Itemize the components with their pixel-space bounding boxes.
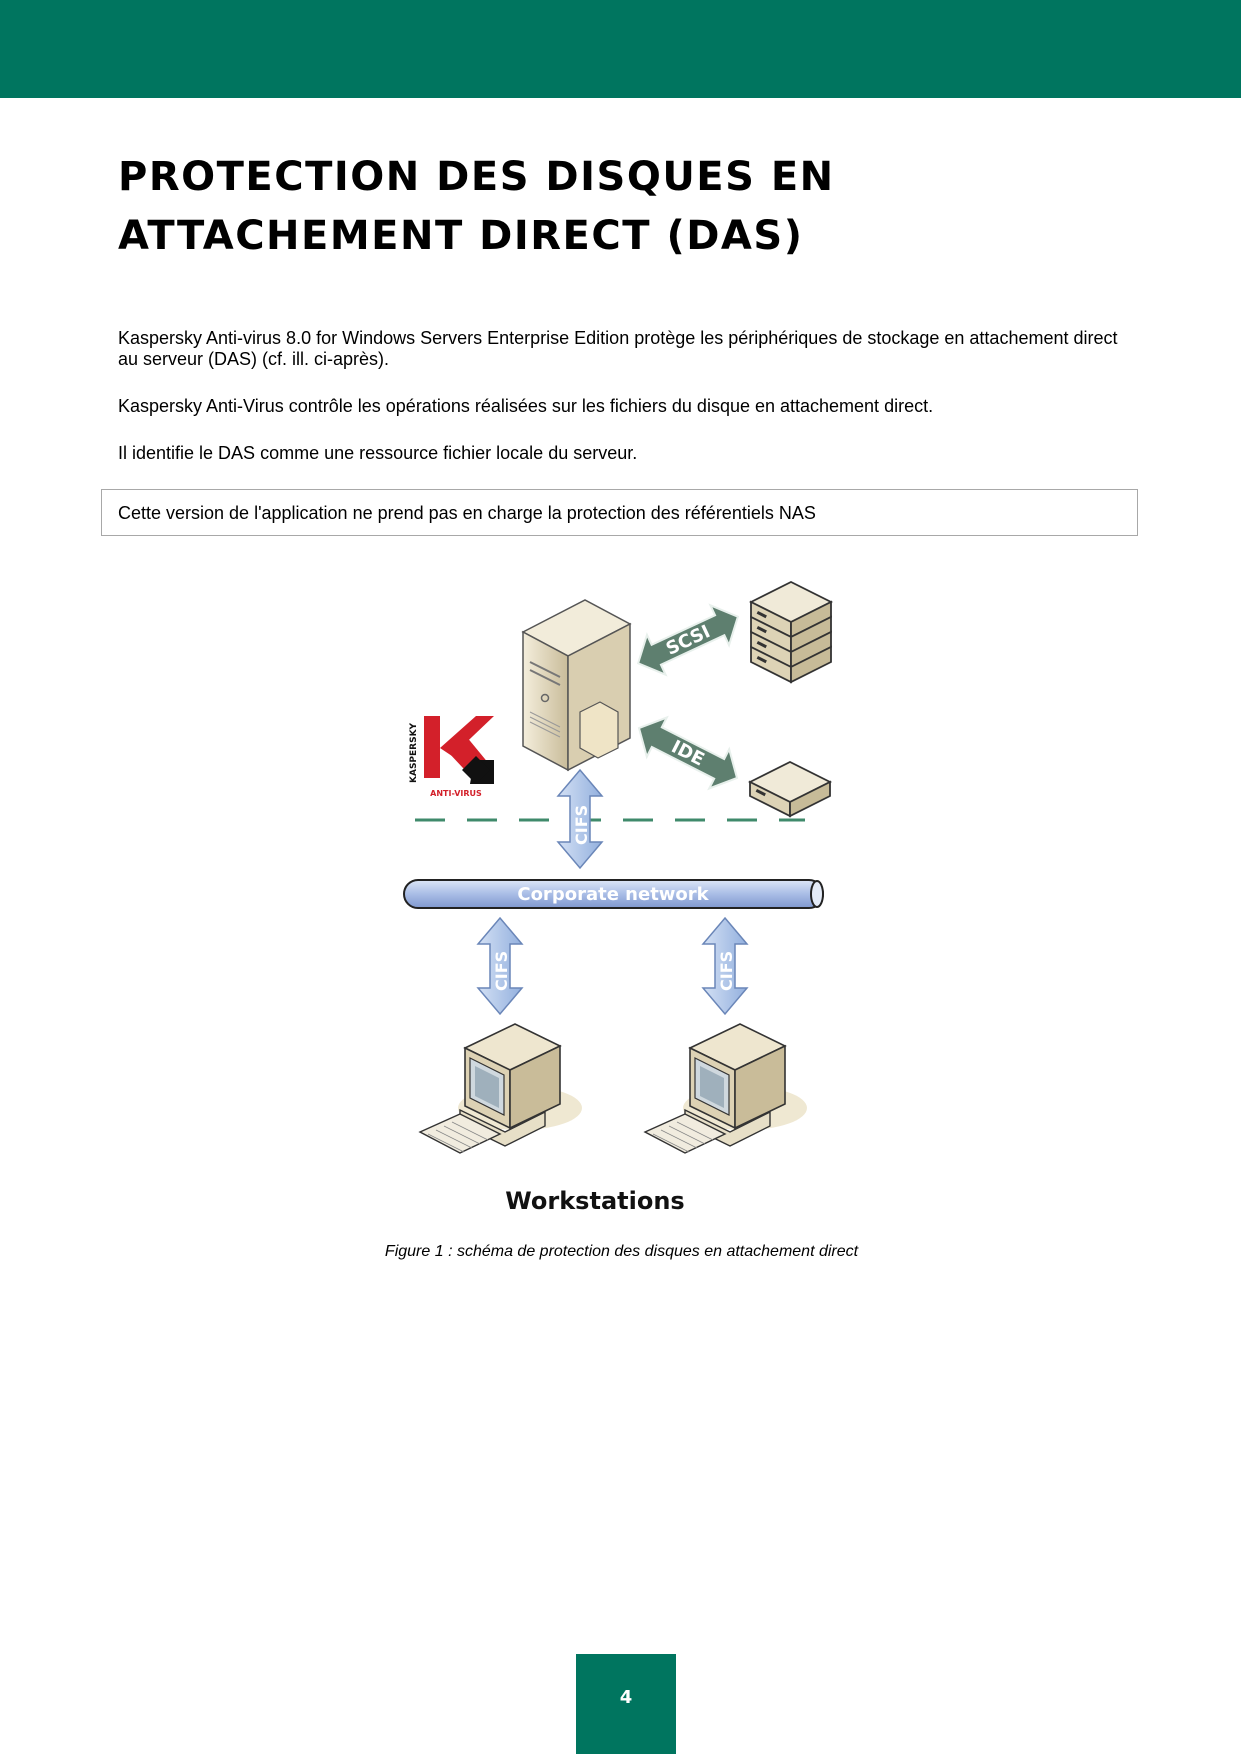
note-box bbox=[101, 489, 1138, 536]
paragraph-identify: Il identifie le DAS comme une ressource fichier locale du serveur. bbox=[118, 443, 638, 463]
ide-label: IDE bbox=[667, 736, 708, 771]
note-text: Cette version de l'application ne prend pas en charge la protection des référentiels NAS bbox=[118, 503, 816, 523]
storage-array-icon bbox=[751, 582, 831, 682]
page-title bbox=[118, 148, 835, 266]
header-band bbox=[0, 0, 1241, 98]
scsi-label: SCSI bbox=[662, 621, 714, 660]
ide-disk-icon bbox=[750, 762, 830, 816]
workstation-icon-left bbox=[420, 1024, 582, 1153]
workstations-label: Workstations bbox=[505, 1187, 685, 1215]
kaspersky-logo bbox=[409, 716, 494, 798]
scsi-link-arrow bbox=[629, 597, 747, 683]
corporate-network-pipe bbox=[404, 880, 823, 908]
cifs-label-server: CIFS bbox=[572, 804, 591, 845]
logo-brand-text: KASPERSKY bbox=[409, 722, 419, 783]
figure-caption bbox=[0, 1242, 1241, 1262]
cifs-arrow-right bbox=[703, 918, 747, 1014]
cifs-label-left: CIFS bbox=[492, 950, 511, 991]
paragraph-intro: Kaspersky Anti-virus 8.0 for Windows Servers Enterprise Edition protège les périphériques de stockage en attachement direct au serveur (DAS) (cf. ill. ci-après). bbox=[118, 328, 1118, 369]
figure-caption-text: Figure 1 : schéma de protection des disques en attachement direct bbox=[384, 1243, 859, 1260]
page-number: 4 bbox=[576, 1654, 676, 1754]
logo-product-text: ANTI-VIRUS bbox=[430, 789, 482, 798]
title-line-2: ATTACHEMENT DIRECT (DAS) bbox=[118, 213, 804, 259]
title-line-1: PROTECTION DES DISQUES EN bbox=[118, 154, 835, 200]
cifs-label-right: CIFS bbox=[717, 950, 736, 991]
network-label: Corporate network bbox=[517, 884, 709, 905]
workstation-icon-right bbox=[645, 1024, 807, 1153]
ide-link-arrow bbox=[629, 708, 747, 797]
server-icon bbox=[523, 600, 630, 770]
cifs-arrow-left bbox=[478, 918, 522, 1014]
das-diagram bbox=[400, 560, 850, 1220]
paragraph-control: Kaspersky Anti-Virus contrôle les opérations réalisées sur les fichiers du disque en attachement direct. bbox=[118, 396, 934, 416]
